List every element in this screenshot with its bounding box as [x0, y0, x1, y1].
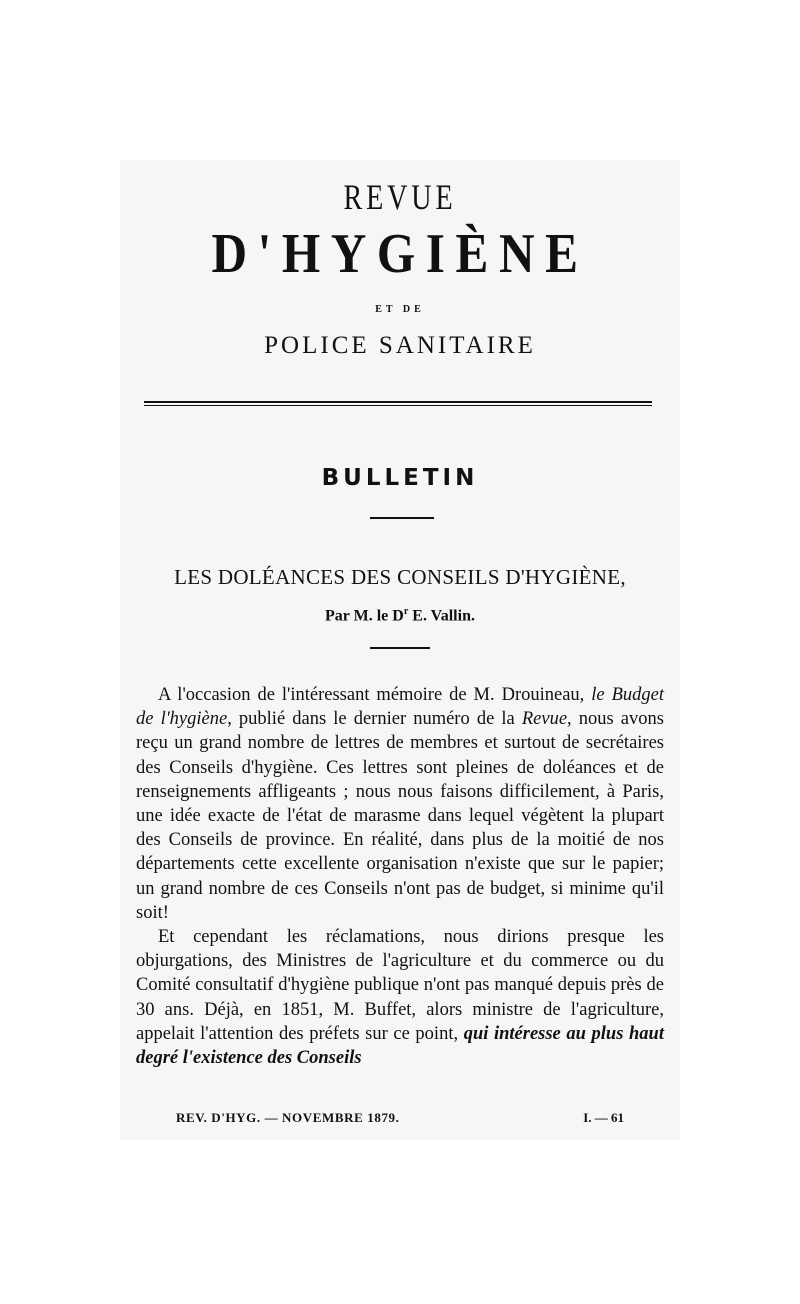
article-body [136, 683, 664, 1070]
masthead-et-de: ET DE [375, 304, 425, 315]
p1-italic-budget: le Budget de l'hygiène [136, 685, 664, 730]
p1-italic-revue: Revue [521, 709, 568, 730]
p2-italic: qui intéresse au plus haut degré l'existence des Conseils [136, 1023, 664, 1069]
author-name: E. Vallin. [408, 607, 475, 625]
page-footer [176, 1110, 624, 1126]
footer-journal-date: REV. D'HYG. — NOVEMBRE 1879. [176, 1110, 400, 1125]
masthead-double-rule [144, 401, 652, 403]
journal-page [120, 160, 680, 1140]
masthead-police-sanitaire: POLICE SANITAIRE [264, 332, 536, 359]
p1-text-b: , publié dans le dernier numéro de la [227, 709, 522, 730]
title-divider [370, 647, 430, 649]
section-divider [370, 517, 434, 519]
author-prefix: Par M. le D [325, 607, 404, 625]
paragraph-2 [136, 925, 664, 1070]
footer-page-number: I. — 61 [583, 1110, 624, 1125]
article-author [120, 606, 680, 625]
article-title: LES DOLÉANCES DES CONSEILS D'HYGIÈNE, [174, 565, 626, 589]
paragraph-1 [136, 683, 664, 925]
p1-text-c: , nous avons reçu un grand nombre de lettres de membres et surtout de secrétaires des Conseils d'hygiène. Ces lettres sont pleines de doléances et de renseignements affligeants ; nous nous faisons difficilement, à Paris, une idée exacte de l'état de marasme dans lequel végètent la plupart des Conseils de province. En réalité, dans plus de la moitié de nos départements cette excellente organisation n'existe que sur le papier; un grand nombre de ces Conseils n'ont pas de budget, si minime qu'il soit! [136, 709, 664, 923]
masthead-revue: REVUE [343, 177, 457, 217]
section-heading: BULLETIN [321, 465, 479, 491]
masthead-hygiene: D'HYGIÈNE [211, 223, 589, 285]
p2-text-a: Et cependant les réclamations, nous dirions presque les objurgations, des Ministres de l'agriculture et du commerce ou du Comité consultatif d'hygiène publique n'ont pas manqué depuis près de 30 ans. Déjà, en 1851, M. Buffet, alors ministre de l'agriculture, appelait l'attention des préfets sur ce point, [136, 927, 664, 1044]
author-sup: r [403, 606, 409, 617]
p1-text-a: A l'occasion de l'intéressant mémoire de M. Drouineau, [158, 685, 592, 705]
